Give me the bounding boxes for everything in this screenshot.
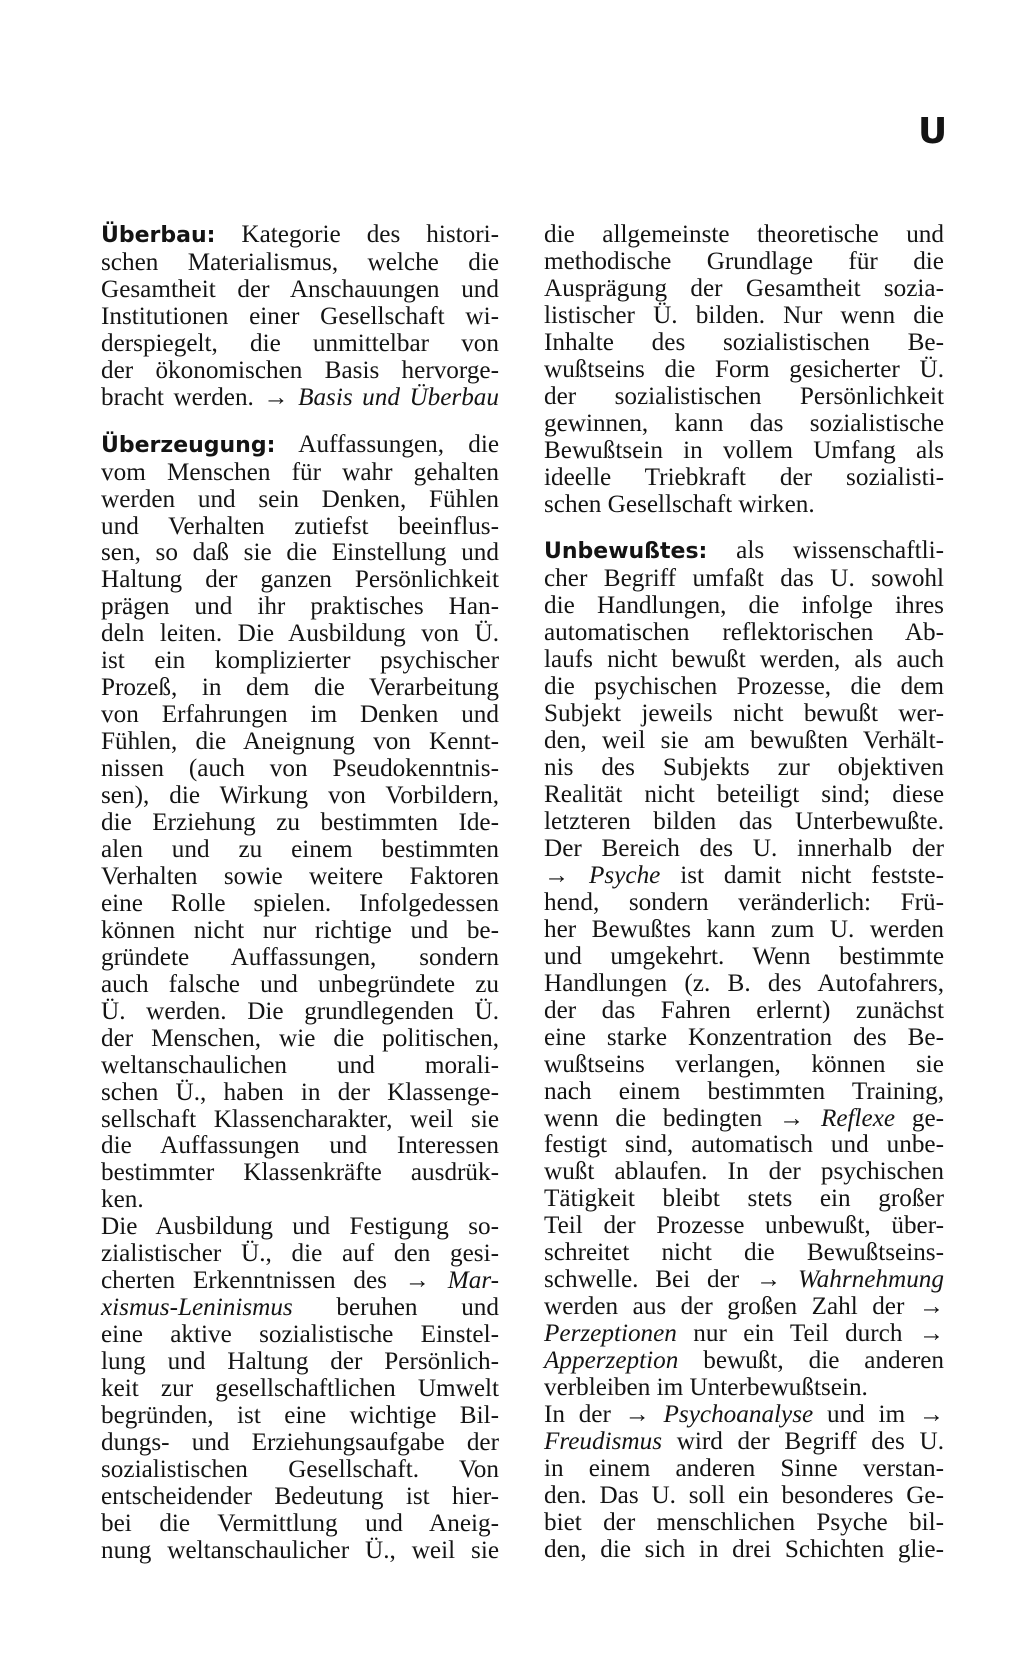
text-line: schen Ü., haben in der Klassenge- bbox=[101, 1078, 499, 1106]
headword-ueberbau: Überbau: bbox=[101, 223, 216, 248]
arrow-icon: → bbox=[544, 861, 570, 889]
text-line: nung weltanschaulicher Ü., weil sie bbox=[101, 1536, 499, 1564]
headword-ueberzeugung: Überzeugung: bbox=[101, 432, 276, 458]
text-line: können nicht nur richtige und be- bbox=[101, 916, 499, 944]
text-line: bracht werden. bbox=[101, 383, 254, 411]
text-line: Haltung der ganzen Persönlichkeit bbox=[101, 566, 499, 594]
entry-ueberzeugung-continued bbox=[544, 222, 944, 518]
arrow-icon: → bbox=[918, 1400, 944, 1428]
text-line: schen Gesellschaft wirken. bbox=[544, 490, 815, 518]
text-line: eine Rolle spielen. Infolgedessen bbox=[101, 889, 499, 917]
text-line: wenn die bedingten bbox=[544, 1104, 763, 1132]
text-line: nur ein Teil durch bbox=[693, 1320, 903, 1348]
text-line: den, die sich in drei Schichten glie- bbox=[544, 1535, 944, 1563]
text-line: der das Fahren erlernt) zunächst bbox=[544, 996, 944, 1024]
text-line: verbleiben im Unterbewußtsein. bbox=[544, 1374, 868, 1402]
text-line: methodische Grundlage für die bbox=[544, 247, 944, 275]
text-line: die psychischen Prozesse, die dem bbox=[544, 673, 944, 701]
text-line: werden und sein Denken, Fühlen bbox=[101, 485, 499, 513]
text-line: nis des Subjekts zur objektiven bbox=[544, 754, 944, 782]
text-line: die Handlungen, die infolge ihres bbox=[544, 592, 944, 620]
text-line: bei die Vermittlung und Aneig- bbox=[101, 1509, 499, 1537]
text-line: wußt ablaufen. In der psychischen bbox=[544, 1158, 944, 1186]
cross-ref-perzeptionen[interactable]: Perzeptionen bbox=[544, 1320, 677, 1348]
text-line: die allgemeinste theoretische und bbox=[544, 221, 944, 248]
cross-ref-apperzeption[interactable]: Apperzeption bbox=[544, 1347, 679, 1375]
text-line: Bei der bbox=[655, 1266, 740, 1294]
text-line: wußtseins verlangen, können sie bbox=[544, 1050, 944, 1078]
cross-ref-psychoanalyse[interactable]: Psychoanalyse bbox=[663, 1400, 814, 1428]
text-line: weltanschaulichen und morali- bbox=[101, 1051, 499, 1079]
text-line: Inhalte des sozialistischen Be- bbox=[544, 328, 944, 356]
cross-ref-marxismus-part1[interactable]: Mar- bbox=[447, 1267, 500, 1295]
text-line: nissen (auch von Pseudokenntnis- bbox=[101, 755, 499, 783]
text-line: Ü. werden. Die grundlegenden Ü. bbox=[101, 997, 499, 1025]
text-line: ist damit nicht festste- bbox=[680, 861, 944, 889]
text-line: schreitet nicht die Bewußtseins- bbox=[544, 1239, 944, 1267]
text-line: den, weil sie am bewußten Verhält- bbox=[544, 727, 944, 755]
text-line: prägen und ihr praktisches Han- bbox=[101, 593, 499, 621]
text-line: der ökonomischen Basis hervorge- bbox=[101, 356, 499, 384]
entry-ueberzeugung bbox=[101, 432, 499, 1565]
arrow-icon: → bbox=[756, 1266, 782, 1294]
text-line: Prozeß, in dem die Verarbeitung bbox=[101, 674, 499, 702]
text-line: derspiegelt, die unmittelbar von bbox=[101, 329, 499, 357]
text-line: auch falsche und unbegründete zu bbox=[101, 970, 499, 998]
text-line: gründete Auffassungen, sondern bbox=[101, 943, 499, 971]
text-line: wußtseins die Form gesicherter Ü. bbox=[544, 355, 944, 383]
text-line: die Erziehung zu bestimmten Ide- bbox=[101, 809, 499, 837]
text-line: und Verhalten zutiefst beeinflus- bbox=[101, 512, 499, 540]
text-line: Realität nicht beteiligt sind; diese bbox=[544, 781, 944, 809]
text-line: sen), die Wirkung von Vorbildern, bbox=[101, 782, 499, 810]
text-line: eine aktive sozialistische Einstel- bbox=[101, 1321, 499, 1349]
text-line: die Auffassungen und Interessen bbox=[101, 1132, 499, 1160]
text-line: schen Materialismus, welche die bbox=[101, 248, 499, 276]
text-line: wird der Begriff des U. bbox=[676, 1427, 945, 1455]
cross-ref-marxismus-part2[interactable]: xismus-Leninismus bbox=[101, 1294, 293, 1322]
text-line: ge- bbox=[911, 1104, 945, 1132]
cross-ref-reflexe[interactable]: Reflexe bbox=[820, 1104, 896, 1132]
right-column bbox=[544, 222, 944, 1564]
text-line: automatischen reflektorischen Ab- bbox=[544, 619, 944, 647]
text-line: keit zur gesellschaftlichen Umwelt bbox=[101, 1375, 499, 1403]
text-line: ist ein komplizierter psychischer bbox=[101, 647, 499, 675]
cross-ref-psyche[interactable]: Psyche bbox=[589, 861, 661, 889]
text-line: in einem anderen Sinne verstan- bbox=[544, 1454, 944, 1482]
entry-ueberbau bbox=[101, 222, 499, 412]
text-line: ideelle Triebkraft der sozialisti- bbox=[544, 463, 944, 491]
text-line: Fühlen, die Aneignung von Kennt- bbox=[101, 728, 499, 756]
text-line: ken. bbox=[101, 1186, 144, 1214]
left-column bbox=[101, 222, 499, 1565]
text-line: Der Bereich des U. innerhalb der bbox=[544, 834, 944, 862]
arrow-icon: → bbox=[263, 383, 289, 411]
text-line: von Erfahrungen im Denken und bbox=[101, 701, 499, 729]
text-line: zialistischer Ü., die auf den gesi- bbox=[101, 1240, 499, 1268]
text-line: entscheidender Bedeutung ist hier- bbox=[101, 1482, 499, 1510]
text-line: vom Menschen für wahr gehalten bbox=[101, 458, 499, 486]
arrow-icon: → bbox=[404, 1267, 430, 1295]
text-line: nach einem bestimmten Training, bbox=[544, 1077, 944, 1105]
section-letter: U bbox=[918, 111, 948, 152]
text-line: Auffassungen, die bbox=[298, 430, 499, 458]
text-line: Ausprägung der Gesamtheit sozia- bbox=[544, 274, 944, 302]
text-line: Die Ausbildung und Festigung so- bbox=[101, 1213, 499, 1241]
text-line: bewußt, die anderen bbox=[703, 1347, 944, 1375]
cross-ref-wahrnehmung[interactable]: Wahrnehmung bbox=[798, 1266, 944, 1294]
text-line: Teil der Prozesse unbewußt, über- bbox=[544, 1212, 944, 1240]
text-line: In der bbox=[544, 1400, 611, 1428]
text-line: Tätigkeit bleibt stets ein großer bbox=[544, 1185, 944, 1213]
text-line: bestimmter Klassenkräfte ausdrük- bbox=[101, 1159, 499, 1187]
text-line: letzteren bilden das Unterbewußte. bbox=[544, 808, 944, 836]
text-line: sozialistischen Gesellschaft. Von bbox=[101, 1455, 499, 1483]
text-line: als wissenschaftli- bbox=[736, 537, 944, 565]
text-line: und im bbox=[826, 1400, 906, 1428]
text-line: cher Begriff umfaßt das U. sowohl bbox=[544, 565, 944, 593]
text-line: Bewußtsein in vollem Umfang als bbox=[544, 436, 944, 464]
text-line: alen und zu einem bestimmten bbox=[101, 835, 499, 863]
text-line: festigt sind, automatisch und unbe- bbox=[544, 1131, 944, 1159]
text-line: beruhen und bbox=[336, 1294, 499, 1322]
arrow-icon: → bbox=[778, 1104, 805, 1132]
text-line: begründen, ist eine wichtige Bil- bbox=[101, 1401, 499, 1429]
text-line: eine starke Konzentration des Be- bbox=[544, 1023, 944, 1051]
text-line: sellschaft Klassencharakter, weil sie bbox=[101, 1105, 499, 1133]
text-line: gewinnen, kann das sozialistische bbox=[544, 409, 944, 437]
text-line: Subjekt jeweils nicht bewußt wer- bbox=[544, 700, 944, 728]
arrow-icon: → bbox=[918, 1293, 944, 1321]
text-line: deln leiten. Die Ausbildung von Ü. bbox=[101, 620, 499, 648]
text-line: werden aus der großen Zahl der bbox=[544, 1293, 905, 1321]
text-line: dungs- und Erziehungsaufgabe der bbox=[101, 1428, 499, 1456]
text-line: den. Das U. soll ein besonderes Ge- bbox=[544, 1481, 944, 1509]
text-line: cherten Erkenntnissen des bbox=[101, 1267, 387, 1295]
text-line: der sozialistischen Persönlichkeit bbox=[544, 382, 944, 410]
cross-ref-basis-und-ueberbau[interactable]: Basis und Überbau bbox=[298, 383, 499, 411]
cross-ref-freudismus[interactable]: Freudismus bbox=[544, 1427, 663, 1455]
headword-unbewusstes: Unbewußtes: bbox=[544, 539, 708, 565]
arrow-icon: → bbox=[918, 1320, 944, 1348]
text-line: Verhalten sowie weitere Faktoren bbox=[101, 862, 499, 890]
text-line: Gesamtheit der Anschauungen und bbox=[101, 275, 499, 303]
text-line: lung und Haltung der Persönlich- bbox=[101, 1348, 499, 1376]
text-line: her Bewußtes kann zum U. werden bbox=[544, 915, 944, 943]
text-line: Kategorie des histori- bbox=[241, 221, 500, 248]
entry-unbewusstes bbox=[544, 538, 944, 1563]
text-line: der Menschen, wie die politischen, bbox=[101, 1024, 499, 1052]
text-line: listischer Ü. bilden. Nur wenn die bbox=[544, 301, 944, 329]
text-line: schwelle. bbox=[544, 1266, 639, 1294]
arrow-icon: → bbox=[624, 1400, 650, 1428]
text-line: hend, sondern veränderlich: Frü- bbox=[544, 888, 944, 916]
text-line: und umgekehrt. Wenn bestimmte bbox=[544, 942, 944, 970]
text-line: biet der menschlichen Psyche bil- bbox=[544, 1508, 944, 1536]
text-line: sen, so daß sie die Einstellung und bbox=[101, 539, 499, 567]
text-line: Handlungen (z. B. des Autofahrers, bbox=[544, 969, 944, 997]
text-line: Institutionen einer Gesellschaft wi- bbox=[101, 302, 499, 330]
text-line: laufs nicht bewußt werden, als auch bbox=[544, 646, 944, 674]
